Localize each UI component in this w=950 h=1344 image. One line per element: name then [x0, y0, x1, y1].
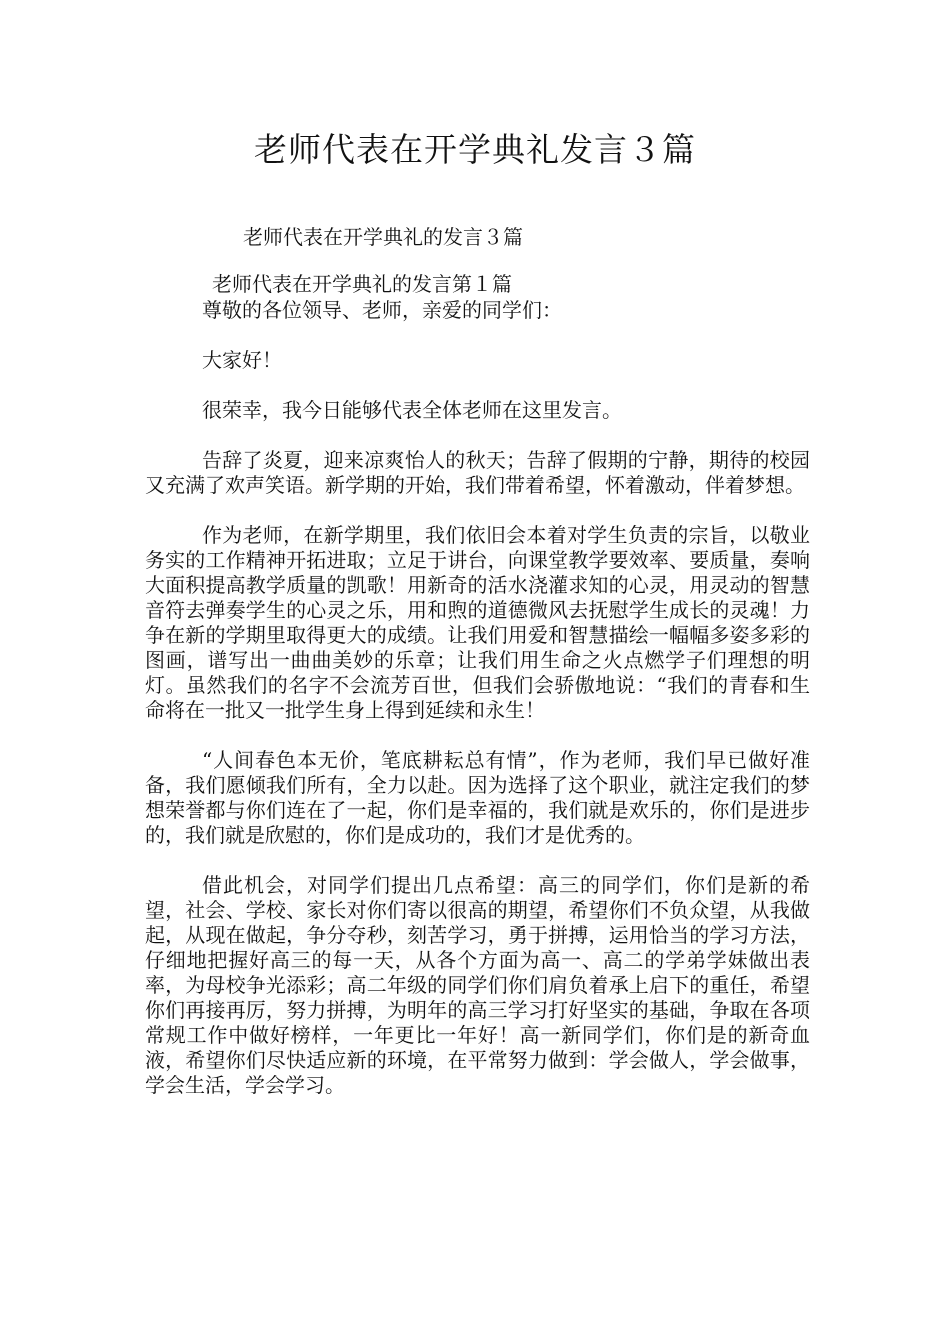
greeting-line: 尊敬的各位领导、老师，亲爱的同学们： [202, 298, 562, 322]
document-subtitle: 老师代表在开学典礼的发言３篇 [243, 225, 523, 249]
intro-line: 很荣幸，我今日能够代表全体老师在这里发言。 [202, 398, 622, 422]
document-title: 老师代表在开学典礼发言３篇 [254, 130, 696, 169]
speech-body [145, 298, 810, 1123]
paragraph: 告辞了炎夏，迎来凉爽怡人的秋天；告辞了假期的宁静，期待的校园又充满了欢声笑语。新学期的开始，我们带着希望，怀着激动，伴着梦想。 [145, 448, 810, 497]
paragraph: 作为老师，在新学期里，我们依旧会本着对学生负责的宗旨，以敬业务实的工作精神开拓进取；立足于讲台，向课堂教学要效率、要质量，奏响大面积提高教学质量的凯歌！用新奇的活水浇灌求知的心灵，用灵动的智慧音符去弹奏学生的心灵之乐，用和煦的道德微风去抚慰学生成长的灵魂！力争在新的学期里取得更大的成绩。让我们用爱和智慧描绘一幅幅多姿多彩的图画，谱写出一曲曲美妙的乐章；让我们用生命之火点燃学子们理想的明灯。虽然我们的名字不会流芳百世，但我们会骄傲地说：“我们的青春和生命将在一批又一批学生身上得到延续和永生！ [145, 523, 810, 722]
section-heading: 老师代表在开学典礼的发言第１篇 [212, 272, 512, 296]
paragraph: 借此机会，对同学们提出几点希望：高三的同学们，你们是新的希望，社会、学校、家长对你们寄以很高的期望，希望你们不负众望，从我做起，从现在做起，争分夺秒，刻苦学习，勇于拼搏，运用恰当的学习方法，仔细地把握好高三的每一天，从各个方面为高一、高二的学弟学妹做出表率，为母校争光添彩；高二年级的同学们你们肩负着承上启下的重任，希望你们再接再厉，努力拼搏，为明年的高三学习打好坚实的基础，争取在各项常规工作中做好榜样，一年更比一年好！高一新同学们，你们是的新奇血液，希望你们尽快适应新的环境，在平常努力做到：学会做人，学会做事，学会生活，学会学习。 [145, 873, 810, 1097]
hello-line: 大家好！ [202, 348, 282, 372]
paragraph: “人间春色本无价，笔底耕耘总有情”，作为老师，我们早已做好准备，我们愿倾我们所有，全力以赴。因为选择了这个职业，就注定我们的梦想荣誉都与你们连在了一起，你们是幸福的，我们就是欢乐的，你们是进步的，我们就是欣慰的，你们是成功的，我们才是优秀的。 [145, 748, 810, 847]
